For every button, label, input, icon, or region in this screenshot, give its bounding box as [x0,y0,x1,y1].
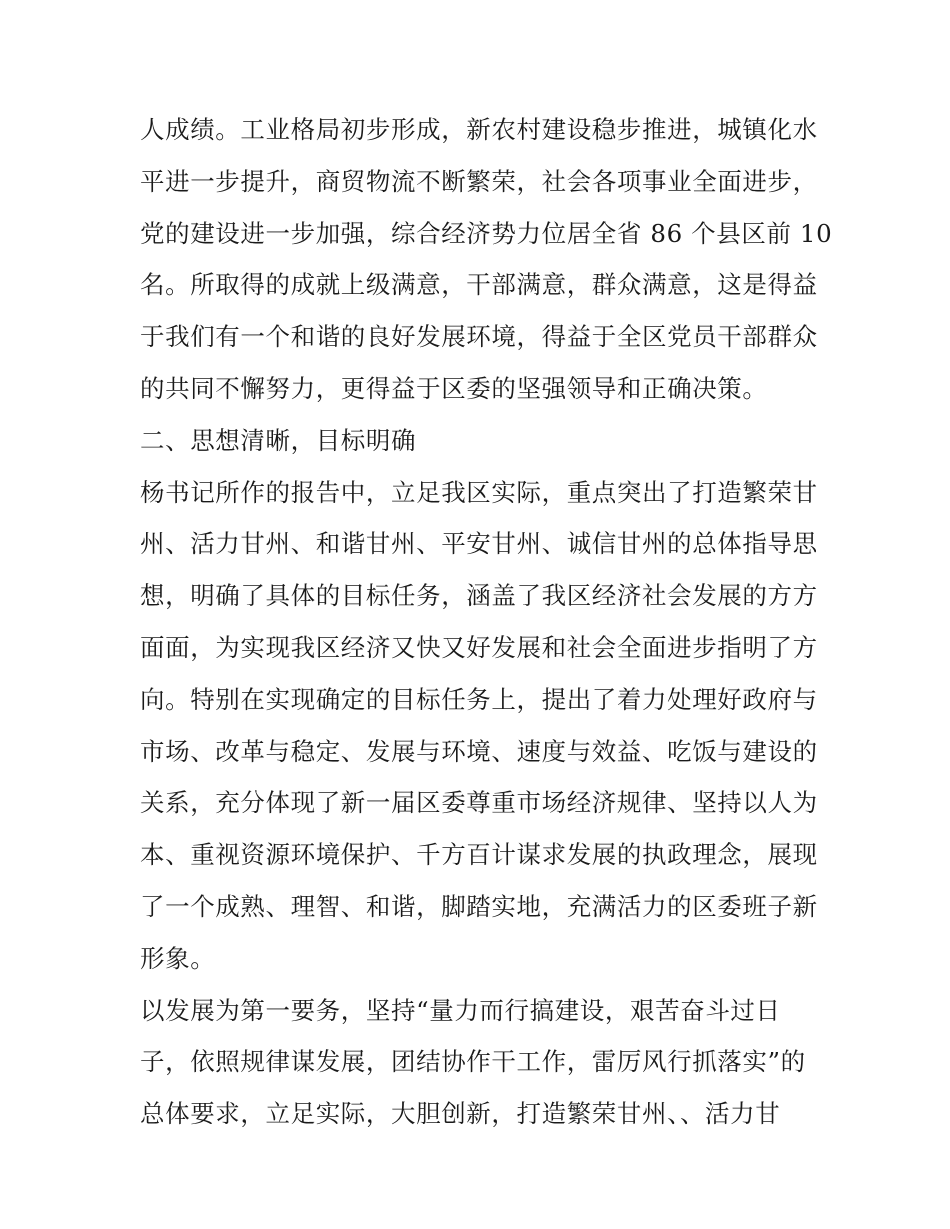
text-line: 于我们有一个和谐的良好发展环境，得益于全区党员干部群众 [140,322,818,352]
text-line: 名。所取得的成就上级满意，干部满意，群众满意，这是得益 [140,270,818,300]
text-line: 州、活力甘州、和谐甘州、平安甘州、诚信甘州的总体指导思 [140,529,818,559]
text-line: 以发展为第一要务，坚持“量力而行搞建设，艰苦奋斗过日 [140,995,781,1025]
text-line: 市场、改革与稳定、发展与环境、速度与效益、吃饭与建设的 [140,736,818,766]
text-line: 杨书记所作的报告中，立足我区实际，重点突出了打造繁荣甘 [140,477,818,507]
text-line: 人成绩。工业格局初步形成，新农村建设稳步推进，城镇化水 [140,115,818,144]
text-line: 形象。 [140,943,216,973]
document-body [140,104,833,1140]
text-line: 本、重视资源环境保护、千方百计谋求发展的执政理念，展现 [140,840,818,870]
text-line: 的共同不懈努力，更得益于区委的坚强领导和正确决策。 [140,373,768,403]
section-heading: 二、思想清晰，目标明确 [140,425,417,455]
text-line: 面面，为实现我区经济又快又好发展和社会全面进步指明了方 [140,632,818,662]
text-line: 了一个成熟、理智、和谐，脚踏实地，充满活力的区委班子新 [140,891,818,921]
text-line: 想，明确了具体的目标任务，涵盖了我区经济社会发展的方方 [140,581,818,611]
text-line: 向。特别在实现确定的目标任务上，提出了着力处理好政府与 [140,684,818,714]
text-line: 关系，充分体现了新一届区委尊重市场经济规律、坚持以人为 [140,788,818,818]
text-line: 党的建设进一步加强，综合经济势力位居全省 86 个县区前 10 [140,218,833,248]
text-line: 子，依照规律谋发展，团结协作干工作，雷厉风行抓落实”的 [140,1047,806,1077]
text-line: 总体要求，立足实际，大胆创新，打造繁荣甘州、、活力甘 [140,1099,781,1129]
text-line: 平进一步提升，商贸物流不断繁荣，社会各项事业全面进步， [140,166,818,196]
